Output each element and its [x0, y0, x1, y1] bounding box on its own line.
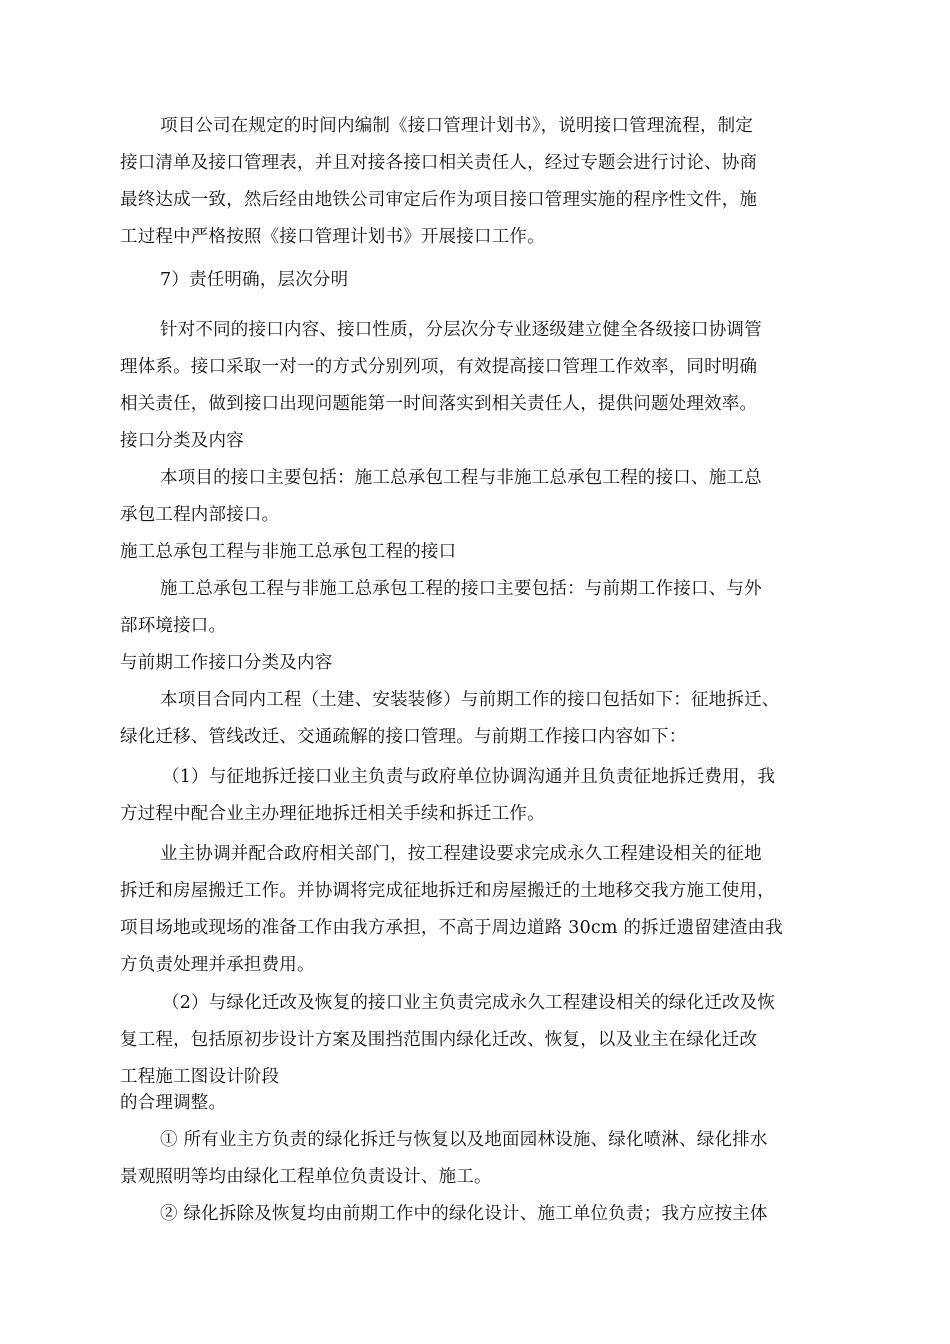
list-heading: 7）责任明确，层次分明	[160, 270, 349, 290]
paragraph-line: 方过程中配合业主办理征地拆迁相关手续和拆迁工作。	[120, 804, 545, 824]
paragraph-line: 景观照明等均由绿化工程单位负责设计、施工。	[120, 1167, 492, 1187]
section-heading: 施工总承包工程与非施工总承包工程的接口	[120, 542, 457, 562]
paragraph-line: 本项目的接口主要包括：施工总承包工程与非施工总承包工程的接口、施工总	[160, 468, 762, 488]
paragraph-line: 部环境接口。	[120, 616, 227, 636]
paragraph-line: 工过程中严格按照《接口管理计划书》开展接口工作。	[120, 227, 545, 247]
section-heading: 与前期工作接口分类及内容	[120, 653, 333, 673]
paragraph-line: 拆迁和房屋搬迁工作。并协调将完成征地拆迁和房屋搬迁的土地移交我方施工使用，	[120, 881, 775, 901]
paragraph-line: 相关责任，做到接口出现问题能第一时间落实到相关责任人，提供问题处理效率。	[120, 394, 758, 414]
paragraph-line: 施工总承包工程与非施工总承包工程的接口主要包括：与前期工作接口、与外	[160, 579, 762, 599]
paragraph-line: 针对不同的接口内容、接口性质，分层次分专业逐级建立健全各级接口协调管	[160, 320, 762, 340]
section-heading: 接口分类及内容	[120, 431, 244, 451]
paragraph-line: ① 所有业主方负责的绿化拆迁与恢复以及地面园林设施、绿化喷淋、绿化排水	[160, 1130, 768, 1150]
paragraph-line: 理体系。接口采取一对一的方式分别列项，有效提高接口管理工作效率，同时明确	[120, 357, 758, 377]
paragraph-line: 承包工程内部接口。	[120, 505, 280, 525]
paragraph-line: 绿化迁移、管线改迁、交通疏解的接口管理。与前期工作接口内容如下：	[120, 727, 687, 747]
paragraph-line: （2）与绿化迁改及恢复的接口业主负责完成永久工程建设相关的绿化迁改及恢	[162, 993, 776, 1013]
paragraph-line: 方负责处理并承担费用。	[120, 955, 315, 975]
paragraph-line: 最终达成一致，然后经由地铁公司审定后作为项目接口管理实施的程序性文件，施	[120, 190, 758, 210]
paragraph-line: 业主协调并配合政府相关部门，按工程建设要求完成永久工程建设相关的征地	[160, 844, 762, 864]
paragraph-line: 的合理调整。	[120, 1093, 227, 1113]
paragraph-line: 复工程，包括原初步设计方案及围挡范围内绿化迁改、恢复，以及业主在绿化迁改	[120, 1030, 758, 1050]
paragraph-line: 工程施工图设计阶段	[120, 1067, 280, 1087]
paragraph-line: 项目场地或现场的准备工作由我方承担，不高于周边道路 30cm 的拆迁遗留建渣由我	[120, 918, 783, 938]
paragraph-line: ② 绿化拆除及恢复均由前期工作中的绿化设计、施工单位负责；我方应按主体	[160, 1204, 768, 1224]
paragraph-line: 本项目合同内工程（土建、安装装修）与前期工作的接口包括如下：征地拆迁、	[160, 690, 780, 710]
paragraph-line: 项目公司在规定的时间内编制《接口管理计划书》，说明接口管理流程，制定	[160, 116, 754, 136]
paragraph-line: 接口清单及接口管理表，并且对接各接口相关责任人，经过专题会进行讨论、协商	[120, 153, 758, 173]
paragraph-line: （1）与征地拆迁接口业主负责与政府单位协调沟通并且负责征地拆迁费用，我	[162, 767, 776, 787]
